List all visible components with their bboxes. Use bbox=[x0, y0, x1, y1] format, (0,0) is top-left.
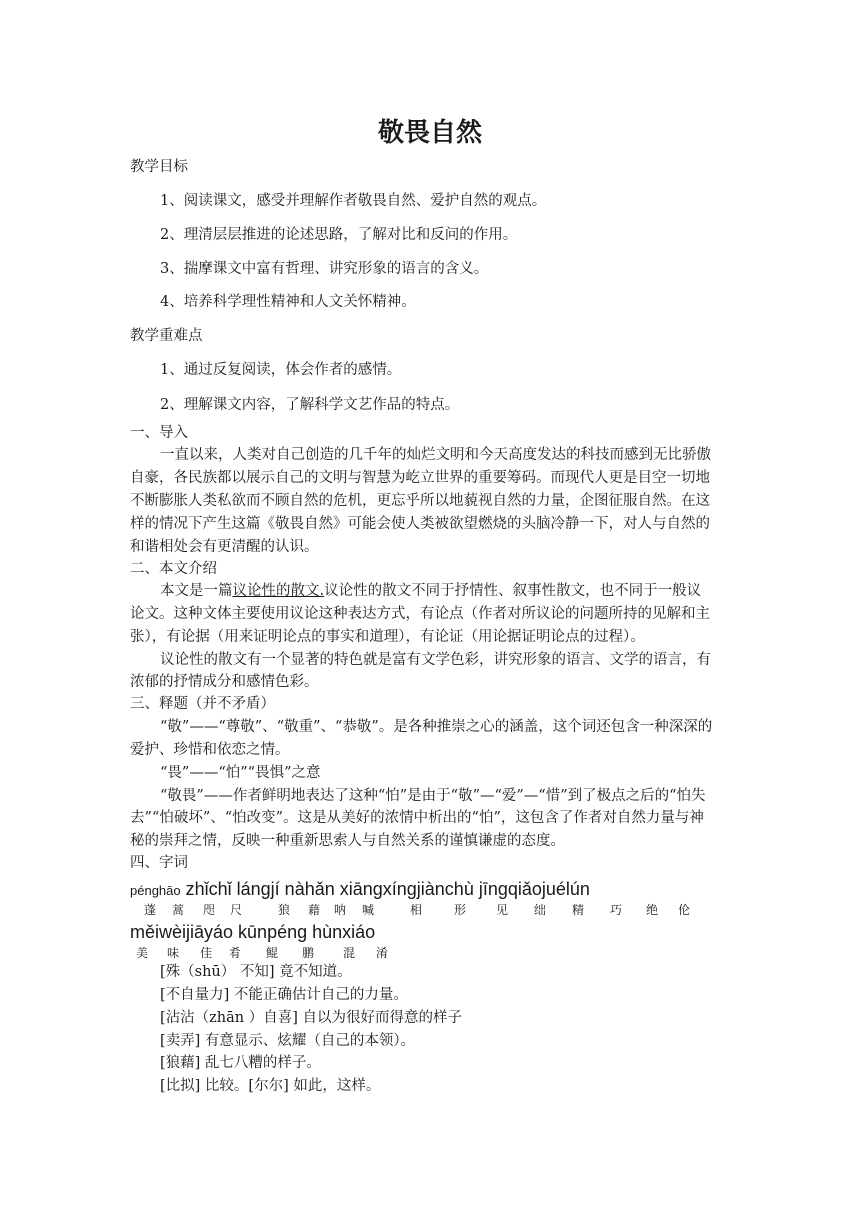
vocab-character: 蒿 bbox=[172, 903, 185, 917]
section3-para-line: 爱护、珍惜和依恋之情。 bbox=[130, 742, 290, 758]
vocab-definition: [不自量力] 不能正确估计自己的力量。 bbox=[160, 987, 408, 1003]
section1-para-line: 自豪，各民族都以展示自己的文明与智慧为屹立世界的重要筹码。而现代人更是目空一切地 bbox=[130, 470, 710, 486]
section2-rest: 议论性的散文不同于抒情性、叙事性散文，也不同于一般议 bbox=[324, 583, 702, 599]
vocab-character: 味 bbox=[167, 946, 180, 960]
vocab-definition: [卖弄] 有意显示、炫耀（自己的本领）。 bbox=[160, 1033, 416, 1049]
pinyin-small: pénghāo bbox=[130, 883, 181, 898]
vocab-character: 咫 bbox=[203, 903, 216, 917]
pinyin-row bbox=[130, 879, 730, 919]
section3-para-line: “敬畏”——作者鲜明地表达了这种“怕”是由于“敬”—“爱”—“惜”到了极点之后的“怕失 bbox=[160, 788, 706, 804]
section2-heading: 二、本文介绍 bbox=[130, 561, 217, 577]
pinyin-line bbox=[130, 879, 590, 900]
vocab-character: 美 bbox=[136, 946, 149, 960]
keypoint-item: 1、通过反复阅读，体会作者的感情。 bbox=[160, 362, 402, 378]
vocab-character: 尺 bbox=[230, 903, 243, 917]
section3-para-line: 秘的崇拜之情，反映一种重新思索人与自然关系的谨慎谦虚的态度。 bbox=[130, 833, 565, 849]
section3-para-line: 去”“怕破坏”、“怕改变”。这是从美好的浓情中析出的“怕”，这包含了作者对自然力量与神 bbox=[130, 810, 704, 826]
essay-type-link[interactable]: 议论性的散文. bbox=[232, 583, 325, 599]
vocab-definition: [狼藉] 乱七八糟的样子。 bbox=[160, 1055, 321, 1071]
vocab-character: 藉 bbox=[308, 903, 321, 917]
section2-para-line: 议论性的散文有一个显著的特色就是富有文学色彩，讲究形象的语言、文学的语言，有 bbox=[160, 652, 711, 668]
keypoint-item: 2、理解课文内容，了解科学文艺作品的特点。 bbox=[160, 397, 460, 413]
vocab-character: 淆 bbox=[376, 946, 389, 960]
vocab-character: 绝 bbox=[646, 903, 659, 917]
vocab-definition: [沾沾（zhān ）自喜] 自以为很好而得意的样子 bbox=[160, 1010, 462, 1026]
goal-item: 3、揣摩课文中富有哲理、讲究形象的语言的含义。 bbox=[160, 261, 489, 277]
goal-item: 2、理清层层推进的论述思路，了解对比和反问的作用。 bbox=[160, 227, 518, 243]
vocab-definition: [比拟] 比较。[尔尔] 如此，这样。 bbox=[160, 1078, 381, 1094]
section1-para-line: 样的情况下产生这篇《敬畏自然》可能会使人类被欲望燃烧的头脑冷静一下，对人与自然的 bbox=[130, 516, 710, 532]
section3-heading: 三、释题（并不矛盾） bbox=[130, 696, 275, 712]
section1-para-line: 不断膨胀人类私欲而不顾自然的危机，更忘乎所以地藐视自然的力量，企图征服自然。在这 bbox=[130, 493, 710, 509]
section2-para-line: 张），有论据（用来证明论点的事实和道理），有论证（用论据证明论点的过程）。 bbox=[130, 629, 645, 645]
vocab-character: 绌 bbox=[534, 903, 547, 917]
vocab-character: 形 bbox=[454, 903, 467, 917]
vocab-character: 喊 bbox=[362, 903, 375, 917]
document-title: 敬畏自然 bbox=[377, 118, 482, 148]
vocab-character: 蓬 bbox=[144, 903, 157, 917]
vocab-character: 鲲 bbox=[266, 946, 279, 960]
pinyin-line: měiwèijiāyáo kūnpéng hùnxiáo bbox=[130, 922, 376, 942]
vocab-character: 鹏 bbox=[302, 946, 315, 960]
vocab-character: 巧 bbox=[610, 903, 623, 917]
keypoints-heading: 教学重难点 bbox=[130, 328, 203, 344]
section2-para-line: 浓郁的抒情成分和感情色彩。 bbox=[130, 674, 319, 690]
vocab-character: 狼 bbox=[278, 903, 291, 917]
vocab-character: 精 bbox=[572, 903, 585, 917]
section1-heading: 一、导入 bbox=[130, 425, 188, 441]
section1-para-line: 一直以来，人类对自己创造的几千年的灿烂文明和今天高度发达的科技而感到无比骄傲 bbox=[160, 447, 711, 463]
vocab-definition: [殊（shū） 不知] 竟不知道。 bbox=[160, 964, 352, 980]
vocab-character: 伦 bbox=[678, 903, 691, 917]
section3-para-line: “敬”——“尊敬”、“敬重”、“恭敬”。是各种推崇之心的涵盖，这个词还包含一种深深的 bbox=[160, 719, 713, 735]
pinyin-row bbox=[130, 922, 730, 962]
vocab-character: 混 bbox=[343, 946, 356, 960]
section2-prefix: 本文是一篇 bbox=[160, 583, 233, 599]
goal-item: 4、培养科学理性精神和人文关怀精神。 bbox=[160, 294, 416, 310]
section2-para-line: 论文。这种文体主要使用议论这种表达方式，有论点（作者对所议论的问题所持的见解和主 bbox=[130, 606, 710, 622]
vocab-character: 肴 bbox=[229, 946, 242, 960]
goal-item: 1、阅读课文，感受并理解作者敬畏自然、爱护自然的观点。 bbox=[160, 193, 547, 209]
section1-para-line: 和谐相处会有更清醒的认识。 bbox=[130, 539, 319, 555]
vocab-character: 见 bbox=[496, 903, 509, 917]
section3-para-line: “畏”——“怕”“畏惧”之意 bbox=[160, 765, 321, 781]
section2-para-line bbox=[160, 581, 701, 601]
vocab-character: 相 bbox=[410, 903, 423, 917]
vocab-character: 呐 bbox=[334, 903, 347, 917]
pinyin-text: zhǐchǐ lángjí nàhǎn xiāngxíngjiànchù jīngqiǎojuélún bbox=[180, 879, 590, 899]
section4-heading: 四、字词 bbox=[130, 855, 188, 871]
goals-heading: 教学目标 bbox=[130, 159, 188, 175]
vocab-character: 佳 bbox=[200, 946, 213, 960]
